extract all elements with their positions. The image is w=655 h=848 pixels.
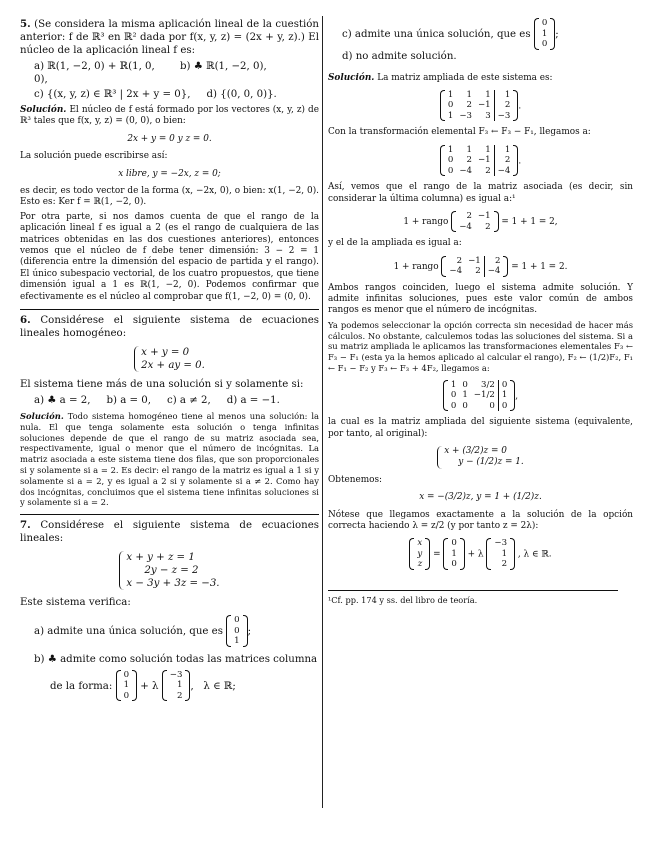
matrix-table <box>456 211 493 232</box>
matrix-cell: 3 <box>485 110 491 121</box>
matrix-cell: 0 <box>450 390 457 401</box>
matrix-cell: −4 <box>449 266 463 277</box>
footnote-rule <box>328 590 618 591</box>
q6-statement: Considérese el siguiente sistema de ecuaciones lineales homogéneo: <box>20 315 319 340</box>
q7-solution-p6: Ya podemos seleccionar la opción correcta sin necesidad de hacer más cálculos. No obstante, calculemos todas las soluciones del sistema. Si a su matriz ampliada le aplicamos las transformaciones elementales F₃ ← F₃ − F₁ (esta ya la hemos aplicado al calcular el rango), F₂ ← (1/2)F₂, F₁ ← F₁ − F₂ y F₃ ← F₃ + 4F₂, llegamos a: <box>328 319 633 373</box>
q7-option-d: d) no admite solución. <box>342 50 457 62</box>
rank1-prefix: 1 + rango <box>403 217 449 228</box>
q5-number: 5. <box>20 18 31 30</box>
q7-option-b-lambda-range: λ ∈ ℝ; <box>203 680 236 692</box>
q5-options <box>34 60 319 101</box>
q5-statement <box>20 18 319 57</box>
q7-statement: Considérese el siguiente sistema de ecuaciones lineales: <box>20 520 319 545</box>
question-5 <box>20 18 319 303</box>
matrix-cell: 2 <box>485 165 491 176</box>
matrix-cell: 2 <box>466 211 472 222</box>
q6-option-c: c) a ≠ 2, <box>167 395 211 407</box>
q7-option-b-vector-1: −3 1 2 <box>162 670 191 702</box>
matrix-cell: 1 <box>498 390 510 401</box>
q5-solution-p4: Por otra parte, si nos damos cuenta de que el rango de la aplicación lineal f es igual a 2 (es el rango de cualquiera de las matrices obtenidas en las dos cuestiones anteriores), entonces vemos que el núcleo de f debe tener dimensión: 3 − 2 = 1 (diferencia entre la dimensión del espacio de partida y el rango). El único subespacio vectorial, de los cuatro propuestos, que tiene dimensión igual a 1 es ℝ(1, −2, 0). Podemos confirmar que efectivamente es el núcleo al comprobar que f(1, −2, 0) = (0, 0). <box>20 211 319 302</box>
q5-statement-text: (Se considera la misma aplicación lineal de la cuestión anterior: f de ℝ³ en ℝ² dada por f(x, y, z) = (2x + y, z).) El núcleo de la aplicación lineal f es: <box>20 19 319 56</box>
matrix-cell: −3 <box>459 110 472 121</box>
matrix-cell: 0 <box>489 400 495 411</box>
matrix-cell: 1 <box>466 144 472 155</box>
q6-solution-text: Todo sistema homogéneo tiene al menos una solución: la nula. El que tenga solamente esta solución o tenga infinitas soluciones depende de que el rango de su matriz asociada sea, respectivamente, igual o menor que el número de incógnitas. La matriz asociada a este sistema tiene dos filas, que son proporcionales si y solamente si a = 2. Es decir: el rango de la matriz es igual a 1 si y solamente si a = 2, y es igual a 2 si y solamente si a ≠ 2. Como hay dos incógnitas, concluimos que el sistema tiene infinitas soluciones si y solamente si a = 2. <box>20 411 320 508</box>
rank-expression-1 <box>328 211 633 232</box>
matrix-table <box>448 380 510 412</box>
q7-option-a: a) admite una única solución, que es 0 0 1 ; <box>34 615 252 647</box>
column-divider <box>322 16 323 808</box>
augmented-matrix-3: 1 0 3/2 0 0 1 −1/2 1 0 0 0 0 , <box>328 380 633 412</box>
q7-option-b-vector-0: 0 1 0 <box>116 670 137 702</box>
q7-solution-p2: Con la transformación elemental F₃ ← F₃ − F₁, llegamos a: <box>328 127 591 138</box>
matrix-cell: 2 <box>456 255 463 266</box>
separator-q6-q7 <box>20 514 319 515</box>
matrix-table <box>445 90 513 122</box>
matrix-cell: 2 <box>466 100 472 111</box>
q7-number: 7. <box>20 519 31 532</box>
matrix-cell: 1 <box>485 89 491 100</box>
matrix-cell: 0 <box>447 165 454 176</box>
q6-solution-label: Solución. <box>20 411 64 422</box>
q6-question: El sistema tiene más de una solución si y solamente si: <box>20 379 304 391</box>
matrix-cell: −1 <box>477 100 491 111</box>
matrix-cell: 1 <box>494 145 513 156</box>
matrix-cell: 0 <box>447 155 454 166</box>
q7-system <box>20 551 319 590</box>
q5-solution-p2: La solución puede escribirse así: <box>20 151 168 162</box>
q6-option-a: a) ♣ a = 2, <box>34 395 91 407</box>
q7-option-a-vector: 0 0 1 <box>226 615 247 647</box>
q6-equation-1: x + y = 0 <box>141 347 190 359</box>
q7-solution-p9: Nótese que llegamos exactamente a la solución de la opción correcta haciendo λ = z/2 (y por tanto z = 2λ): <box>328 509 633 532</box>
matrix-cell: 1 <box>485 144 491 155</box>
q6-system <box>20 346 319 372</box>
q5-option-c: c) {(x, y, z) ∈ ℝ³ | 2x + y = 0}, <box>34 89 191 100</box>
q6-number: 6. <box>20 314 31 327</box>
q5-solution-label: Solución. <box>20 105 67 115</box>
q7-solution-p1: La matriz ampliada de este sistema es: <box>377 72 553 83</box>
matrix-cell: −1/2 <box>473 390 495 401</box>
matrix-cell: 0 <box>462 400 468 411</box>
q7-verifica: Este sistema verifica: <box>20 597 131 609</box>
matrix-cell: 2 <box>494 155 513 166</box>
q6-equation-2: 2x + ay = 0. <box>141 360 205 372</box>
q5-solution-p3: es decir, es todo vector de la forma (x, −2x, 0), o bien: x(1, −2, 0). Esto es: Ker f = ℝ(1, −2, 0). <box>20 186 319 208</box>
matrix-cell: −4 <box>459 165 472 176</box>
equivalent-system <box>328 446 633 469</box>
q7-option-b-text: b) ♣ admite como solución todas las matrices columna <box>34 653 318 665</box>
matrix-cell: 1 <box>447 110 454 121</box>
question-6 <box>20 314 319 508</box>
matrix-cell: 2 <box>485 221 491 232</box>
footnote: ¹Cf. pp. 174 y ss. del libro de teoría. <box>328 594 478 605</box>
separator-q5-q6 <box>20 309 319 310</box>
q7-equation-2: 2y − z = 2 <box>144 565 199 577</box>
q7-option-c-vector: 0 1 0 <box>534 18 555 50</box>
matrix-cell: 1 <box>450 379 457 390</box>
q5-option-b: b) ♣ ℝ(1, −2, 0), <box>180 61 267 72</box>
q7-option-c-text: c) admite una única solución, que es <box>342 28 531 40</box>
matrix-cell: 0 <box>450 400 457 411</box>
matrix-cell: −4 <box>484 266 503 277</box>
right-column <box>328 18 633 606</box>
rank2-result: = 1 + 1 = 2. <box>511 261 568 272</box>
q7-option-b-plus-lambda: + λ <box>140 680 159 692</box>
matrix-cell: 2 <box>494 100 513 111</box>
matrix-cell: −1 <box>477 211 491 222</box>
matrix-cell: 1 <box>494 90 513 101</box>
matrix-cell: 1 <box>447 89 454 100</box>
q7-solution-p3: Así, vemos que el rango de la matriz asociada (es decir, sin considerar la última columna) es igual a:¹ <box>328 182 633 204</box>
rank1-result: = 1 + 1 = 2, <box>501 217 558 228</box>
q5-equation-1: 2x + y = 0 y z = 0. <box>127 133 212 144</box>
q6-options <box>34 394 319 407</box>
q7-solution-label: Solución. <box>328 72 375 83</box>
matrix-cell: 0 <box>498 401 510 412</box>
matrix-table <box>446 256 503 277</box>
augmented-matrix-2: 1 1 1 1 0 2 −1 2 0 −4 2 −4 . <box>328 145 633 177</box>
q7-equation-1: x + y + z = 1 <box>126 552 195 564</box>
matrix-cell: 0 <box>462 379 468 390</box>
q7-solution-p5: Ambos rangos coinciden, luego el sistema admite solución. Y admite infinitas soluciones, pues este valor común de ambos rangos es menor que el número de incógnitas. <box>328 282 633 316</box>
obtained-equations: x = −(3/2)z, y = 1 + (1/2)z. <box>419 492 542 503</box>
q5-equation-2: x libre, y = −2x, z = 0; <box>118 168 221 179</box>
matrix-cell: 1 <box>447 144 454 155</box>
matrix-cell: 0 <box>498 380 510 391</box>
q7-solution-p7: la cual es la matriz ampliada del siguiente sistema (equivalente, por tanto, al original): <box>328 417 633 439</box>
equivalent-equation-2: y − (1/2)z = 1. <box>458 457 524 468</box>
matrix-cell: 3/2 <box>480 379 495 390</box>
q6-option-d: d) a = −1. <box>226 395 280 407</box>
matrix-cell: −4 <box>459 221 472 232</box>
matrix-cell: −3 <box>494 111 513 122</box>
matrix-cell: −4 <box>494 166 513 177</box>
question-7 <box>20 519 319 701</box>
q7-solution-p4: y el de la ampliada es igual a: <box>328 238 462 249</box>
q7-option-b-form: de la forma: <box>50 680 113 692</box>
q6-option-b: b) a = 0, <box>106 395 152 407</box>
q5-option-a: a) ℝ(1, −2, 0) + ℝ(1, 0, 0), <box>34 61 155 85</box>
equivalent-equation-1: x + (3/2)z = 0 <box>444 446 507 457</box>
matrix-table <box>445 145 513 177</box>
matrix-cell: 2 <box>466 155 472 166</box>
matrix-cell: 2 <box>475 266 481 277</box>
q7-solution-p8: Obtenemos: <box>328 474 383 485</box>
augmented-matrix-1: 1 1 1 1 0 2 −1 2 1 −3 3 −3 . <box>328 90 633 122</box>
matrix-cell: 2 <box>484 256 503 267</box>
left-column <box>20 18 319 701</box>
q5-option-d: d) {(0, 0, 0)}. <box>206 89 277 100</box>
matrix-cell: 1 <box>466 89 472 100</box>
q5-solution-p1: El núcleo de f está formado por los vectores (x, y, z) de ℝ³ tales que f(x, y, z) = (0, 0), o bien: <box>20 105 319 127</box>
rank-expression-2 <box>328 256 633 277</box>
rank2-prefix: 1 + rango <box>393 261 439 272</box>
q7-equation-3: x − 3y + 3z = −3. <box>126 578 220 590</box>
matrix-cell: −1 <box>468 255 481 266</box>
q7-option-b: b) ♣ admite como solución todas las matrices columna de la forma: 0 1 0 + λ −3 1 2 , λ ∈ ℝ; <box>34 653 318 701</box>
matrix-cell: 0 <box>447 100 454 111</box>
matrix-cell: −1 <box>477 155 491 166</box>
matrix-cell: 1 <box>462 390 468 401</box>
final-solution: x y z = 0 1 0 + λ −3 1 2 , λ ∈ ℝ. <box>328 538 633 570</box>
q7-option-a-text: a) admite una única solución, que es <box>34 626 223 638</box>
q7-option-c: c) admite una única solución, que es 0 1 0 ; <box>342 18 559 49</box>
